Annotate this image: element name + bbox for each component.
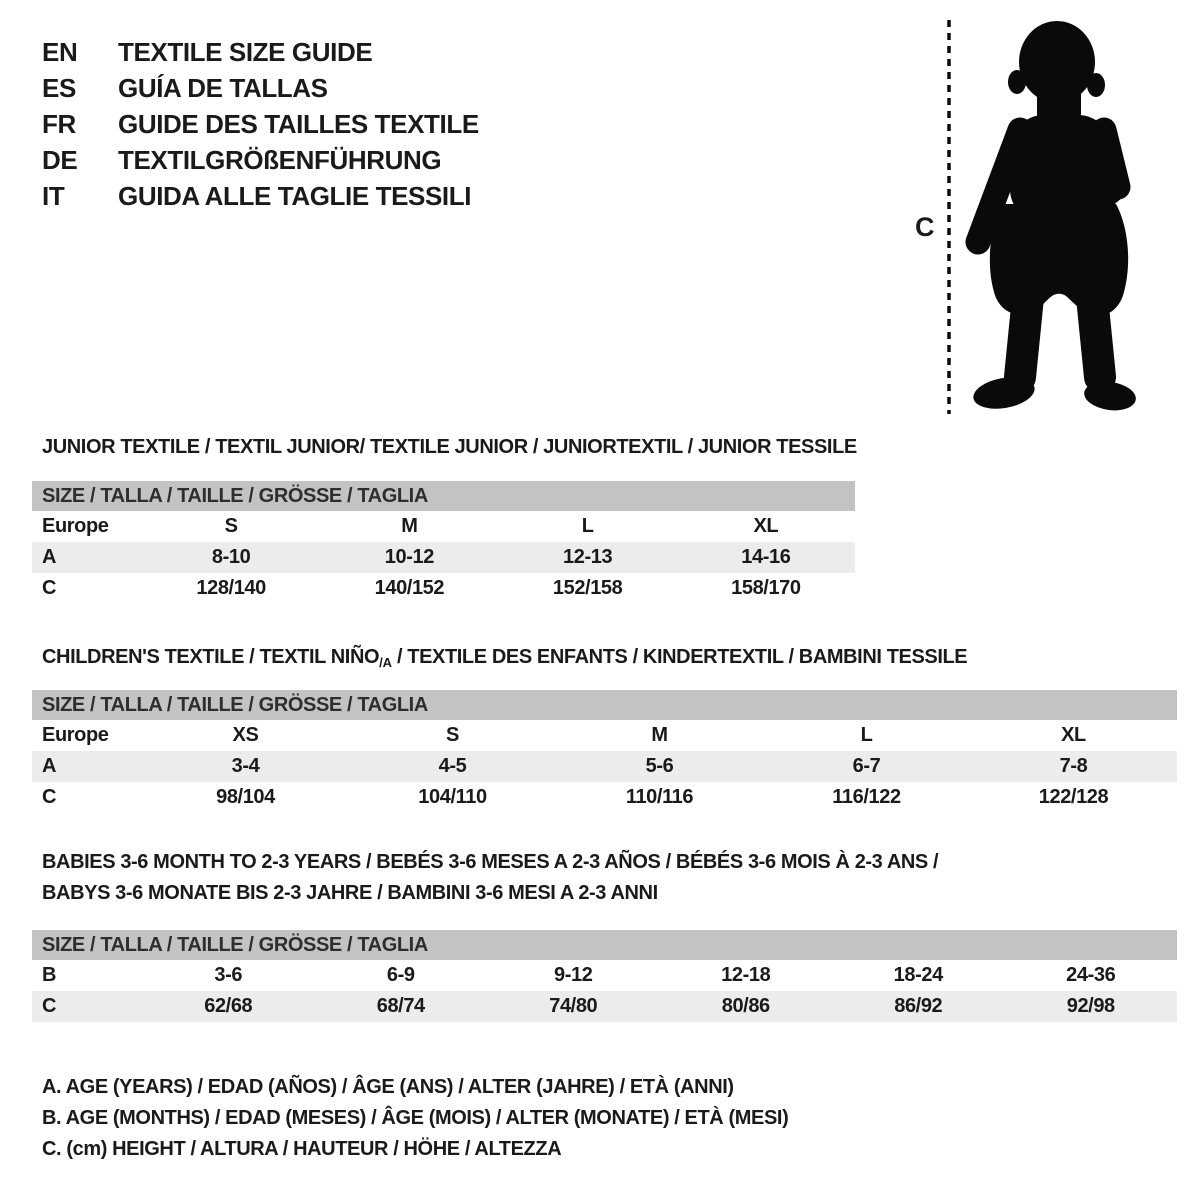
row-label-cell: B: [42, 964, 57, 986]
value-cell: 18-24: [893, 964, 943, 986]
value-cell: 158/170: [731, 577, 801, 599]
guide-title: GUÍA DE TALLAS: [118, 73, 328, 103]
section-heading-babies-line2: BABYS 3-6 MONATE BIS 2-3 JAHRE / BAMBINI 3-6 MESI A 2-3 ANNI: [42, 882, 658, 904]
value-cell: 8-10: [211, 546, 251, 568]
section-heading-babies-line1: BABIES 3-6 MONTH TO 2-3 YEARS / BEBÉS 3-6 MESES A 2-3 AÑOS / BÉBÉS 3-6 MOIS À 2-3 ANS /: [42, 851, 939, 873]
junior-size-table: [32, 481, 855, 604]
row-label-cell: C: [42, 786, 57, 808]
size-header-bar: SIZE / TALLA / TAILLE / GRÖSSE / TAGLIA: [32, 930, 1177, 960]
language-row: [42, 34, 479, 70]
language-code: FR: [42, 109, 76, 139]
language-row: [42, 142, 479, 178]
row-label-cell: Europe: [42, 515, 109, 537]
size-cell: XL: [1061, 724, 1086, 746]
value-cell: 116/122: [832, 786, 901, 808]
language-row: [42, 106, 479, 142]
table-row-height: [32, 991, 1177, 1022]
language-code: IT: [42, 181, 65, 211]
size-cell: XS: [232, 724, 259, 746]
size-cell: XL: [753, 515, 779, 537]
table-row-months: [32, 960, 1177, 991]
value-cell: 152/158: [552, 577, 623, 599]
babies-size-table: [32, 930, 1177, 1022]
value-cell: 6-9: [386, 964, 415, 986]
row-label-cell: Europe: [42, 724, 109, 746]
table-row-age: [32, 542, 855, 573]
legend-line-c: C. (cm) HEIGHT / ALTURA / HAUTEUR / HÖHE / ALTEZZA: [42, 1138, 562, 1160]
language-code: EN: [42, 37, 78, 67]
size-cell: S: [224, 515, 238, 537]
table-row-age: [32, 751, 1177, 782]
value-cell: 4-5: [438, 755, 467, 777]
value-cell: 128/140: [196, 577, 266, 599]
language-code: ES: [42, 73, 76, 103]
heading-text: CHILDREN'S TEXTILE / TEXTIL NIÑO: [42, 646, 380, 668]
measurement-legend: [42, 1072, 788, 1165]
value-cell: 68/74: [376, 995, 425, 1017]
size-cell: M: [651, 724, 668, 746]
value-cell: 6-7: [852, 755, 881, 777]
table-row-height: [32, 782, 1177, 813]
section-heading-junior: [42, 434, 857, 460]
heading-text: JUNIOR TEXTILE / TEXTIL JUNIOR/ TEXTILE JUNIOR / JUNIORTEXTIL / JUNIOR TESSILE: [42, 436, 857, 458]
height-measure-label: C: [915, 212, 935, 242]
value-cell: 62/68: [204, 995, 253, 1017]
language-title-list: [42, 34, 479, 214]
guide-title: TEXTILGRÖßENFÜHRUNG: [118, 145, 442, 175]
value-cell: 80/86: [721, 995, 770, 1017]
value-cell: 74/80: [549, 995, 598, 1017]
value-cell: 14-16: [741, 546, 791, 568]
size-cell: M: [401, 515, 418, 537]
table-row-height: [32, 573, 855, 604]
guide-title: GUIDA ALLE TAGLIE TESSILI: [118, 181, 472, 211]
size-cell: L: [581, 515, 594, 537]
size-header-bar: SIZE / TALLA / TAILLE / GRÖSSE / TAGLIA: [32, 690, 1177, 720]
value-cell: 24-36: [1066, 964, 1116, 986]
value-cell: 12-13: [563, 546, 613, 568]
value-cell: 92/98: [1066, 995, 1115, 1017]
value-cell: 5-6: [645, 755, 674, 777]
language-row: [42, 178, 479, 214]
guide-title: GUIDE DES TAILLES TEXTILE: [118, 109, 479, 139]
value-cell: 110/116: [625, 786, 694, 808]
row-label-cell: C: [42, 577, 57, 599]
section-heading-children: [42, 644, 967, 676]
children-size-table: [32, 690, 1177, 813]
legend-line-b: B. AGE (MONTHS) / EDAD (MESES) / ÂGE (MOIS) / ALTER (MONATE) / ETÀ (MESI): [42, 1107, 789, 1129]
heading-text: / TEXTILE DES ENFANTS / KINDERTEXTIL / BAMBINI TESSILE: [391, 646, 968, 668]
row-label-cell: C: [42, 995, 57, 1017]
baby-silhouette: [971, 21, 1138, 413]
row-label-cell: A: [42, 755, 57, 777]
language-row: [42, 70, 479, 106]
value-cell: 3-6: [214, 964, 243, 986]
value-cell: 7-8: [1059, 755, 1088, 777]
legend-line-a: A. AGE (YEARS) / EDAD (AÑOS) / ÂGE (ANS) / ALTER (JAHRE) / ETÀ (ANNI): [42, 1076, 734, 1098]
value-cell: 10-12: [384, 546, 434, 568]
value-cell: 9-12: [554, 964, 593, 986]
size-header-bar: SIZE / TALLA / TAILLE / GRÖSSE / TAGLIA: [32, 481, 855, 511]
heading-subscript: /A: [379, 655, 392, 670]
value-cell: 122/128: [1038, 786, 1109, 808]
guide-title: TEXTILE SIZE GUIDE: [118, 37, 373, 67]
row-label-cell: A: [42, 546, 57, 568]
baby-silhouette-figure: [940, 12, 1160, 422]
language-code: DE: [42, 145, 78, 175]
value-cell: 104/110: [418, 786, 487, 808]
size-cell: S: [446, 724, 459, 746]
value-cell: 3-4: [231, 755, 260, 777]
value-cell: 86/92: [894, 995, 943, 1017]
table-row-sizes: [32, 720, 1177, 751]
size-cell: L: [860, 724, 873, 746]
table-row-sizes: [32, 511, 855, 542]
value-cell: 12-18: [721, 964, 771, 986]
value-cell: 98/104: [216, 786, 275, 808]
value-cell: 140/152: [374, 577, 445, 599]
